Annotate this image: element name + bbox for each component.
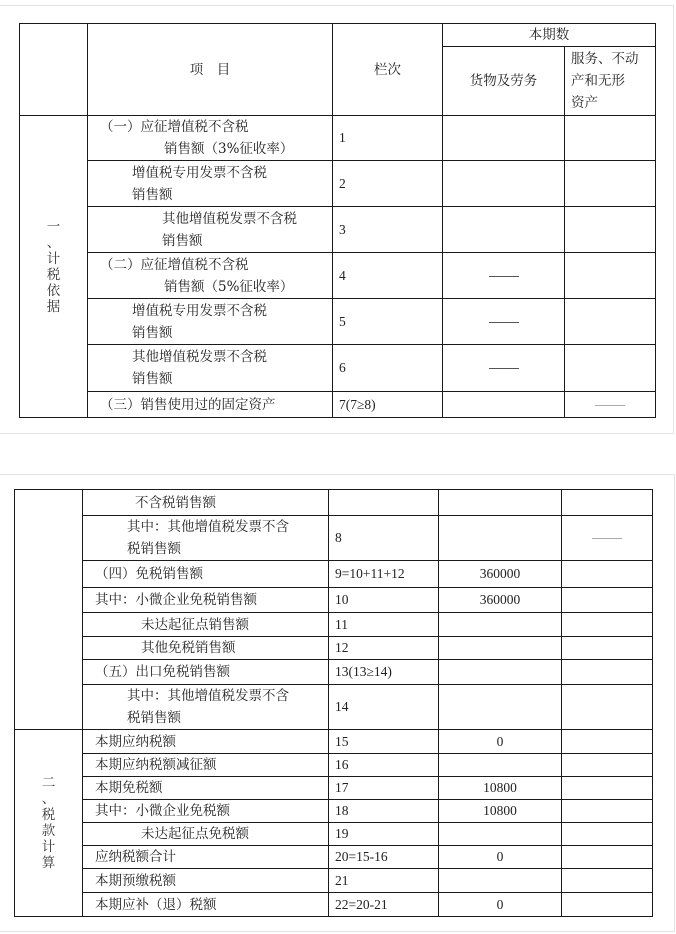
row-services-value — [562, 660, 653, 685]
row-column-no: 7(7≥8) — [333, 392, 443, 418]
row-column-no: 1 — [333, 116, 443, 161]
row-label: 其中：其他增值税发票不含 税销售额 — [83, 516, 329, 561]
vat-return-table-part2 — [14, 489, 653, 917]
row-column-no: 12 — [329, 637, 439, 660]
row-column-no: 9=10+11+12 — [329, 561, 439, 588]
row-services-value — [562, 561, 653, 588]
row-label: 其中：小微企业免税销售额 — [83, 588, 329, 613]
row-goods-value — [443, 161, 565, 207]
row-column-no: 18 — [329, 800, 439, 823]
row-column-no: 22=20-21 — [329, 893, 439, 917]
row-column-no: 5 — [333, 299, 443, 345]
row-column-no: 10 — [329, 588, 439, 613]
row-goods-value — [443, 299, 565, 345]
row-services-value — [562, 823, 653, 846]
row-column-no: 14 — [329, 685, 439, 730]
row-goods-value: 10800 — [439, 777, 562, 800]
row-column-no — [329, 490, 439, 516]
row-column-no: 2 — [333, 161, 443, 207]
row-column-no: 8 — [329, 516, 439, 561]
header-item: 项 目 — [88, 24, 333, 116]
row-services-value — [562, 516, 653, 561]
row-goods-value: 0 — [439, 730, 562, 754]
row-goods-value — [443, 116, 565, 161]
row-services-value — [562, 613, 653, 637]
row-services-value — [562, 846, 653, 869]
row-label: 本期免税额 — [83, 777, 329, 800]
row-column-no: 15 — [329, 730, 439, 754]
row-services-value — [562, 490, 653, 516]
row-column-no: 21 — [329, 869, 439, 893]
not-applicable-dash — [592, 538, 622, 539]
header-services-property: 服务、不动 产和无形 资产 — [565, 47, 656, 116]
row-label: 增值税专用发票不含税 销售额 — [88, 299, 333, 345]
row-label: 其他增值税发票不含税 销售额 — [88, 207, 333, 253]
row-services-value — [565, 207, 656, 253]
row-goods-value — [439, 754, 562, 777]
row-label: 其他增值税发票不含税 销售额 — [88, 345, 333, 392]
row-services-value — [562, 637, 653, 660]
header-column-no: 栏次 — [333, 24, 443, 116]
vat-return-table-part1 — [19, 23, 656, 418]
row-services-value — [562, 869, 653, 893]
row-goods-value: 0 — [439, 846, 562, 869]
row-column-no: 20=15-16 — [329, 846, 439, 869]
row-label: 本期应纳税额减征额 — [83, 754, 329, 777]
row-column-no: 6 — [333, 345, 443, 392]
row-column-no: 11 — [329, 613, 439, 637]
row-goods-value — [439, 637, 562, 660]
not-applicable-dash — [489, 276, 519, 277]
row-goods-value — [439, 869, 562, 893]
row-goods-value — [439, 660, 562, 685]
row-services-value — [562, 800, 653, 823]
row-label: 其中：小微企业免税额 — [83, 800, 329, 823]
row-goods-value — [439, 685, 562, 730]
row-label: 其他免税销售额 — [83, 637, 329, 660]
row-goods-value: 0 — [439, 893, 562, 917]
row-goods-value — [443, 392, 565, 418]
row-services-value — [565, 299, 656, 345]
row-label: 本期应纳税额 — [83, 730, 329, 754]
row-services-value — [565, 253, 656, 299]
header-current-period: 本期数 — [443, 24, 656, 47]
row-column-no: 17 — [329, 777, 439, 800]
row-goods-value — [443, 253, 565, 299]
row-services-value — [562, 685, 653, 730]
row-label: 未达起征点销售额 — [83, 613, 329, 637]
row-goods-value — [439, 490, 562, 516]
row-column-no: 19 — [329, 823, 439, 846]
row-column-no: 4 — [333, 253, 443, 299]
row-label: （五）出口免税销售额 — [83, 660, 329, 685]
row-services-value — [565, 345, 656, 392]
row-goods-value: 360000 — [439, 588, 562, 613]
row-services-value — [565, 116, 656, 161]
section-label-tax-basis: 一 、 计 税 依 据 — [20, 116, 88, 418]
row-services-value — [562, 730, 653, 754]
row-label: 本期应补（退）税额 — [83, 893, 329, 917]
row-label: 其中：其他增值税发票不含 税销售额 — [83, 685, 329, 730]
row-goods-value — [443, 345, 565, 392]
not-applicable-dash — [489, 322, 519, 323]
row-column-no: 16 — [329, 754, 439, 777]
row-goods-value: 10800 — [439, 800, 562, 823]
row-column-no: 3 — [333, 207, 443, 253]
row-label: 不含税销售额 — [83, 490, 329, 516]
section-header-blank — [20, 24, 88, 116]
row-goods-value: 360000 — [439, 561, 562, 588]
row-label: （一）应征增值税不含税 销售额（3%征收率） — [88, 116, 333, 161]
row-services-value — [565, 161, 656, 207]
row-services-value — [562, 588, 653, 613]
row-label: 本期预缴税额 — [83, 869, 329, 893]
row-label: （二）应征增值税不含税 销售额（5%征收率） — [88, 253, 333, 299]
row-label: 应纳税额合计 — [83, 846, 329, 869]
not-applicable-dash — [595, 405, 625, 406]
row-goods-value — [439, 516, 562, 561]
row-column-no: 13(13≥14) — [329, 660, 439, 685]
row-services-value — [565, 392, 656, 418]
row-label: （三）销售使用过的固定资产 — [88, 392, 333, 418]
row-goods-value — [439, 613, 562, 637]
not-applicable-dash — [489, 368, 519, 369]
section-label-tax-calc: 二 、 税 款 计 算 — [15, 730, 83, 917]
row-goods-value — [439, 823, 562, 846]
section-label-tax-basis-continued — [15, 490, 83, 730]
row-services-value — [562, 893, 653, 917]
row-services-value — [562, 777, 653, 800]
row-goods-value — [443, 207, 565, 253]
row-services-value — [562, 754, 653, 777]
row-label: 增值税专用发票不含税 销售额 — [88, 161, 333, 207]
header-goods-services: 货物及劳务 — [443, 47, 565, 116]
row-label: （四）免税销售额 — [83, 561, 329, 588]
row-label: 未达起征点免税额 — [83, 823, 329, 846]
